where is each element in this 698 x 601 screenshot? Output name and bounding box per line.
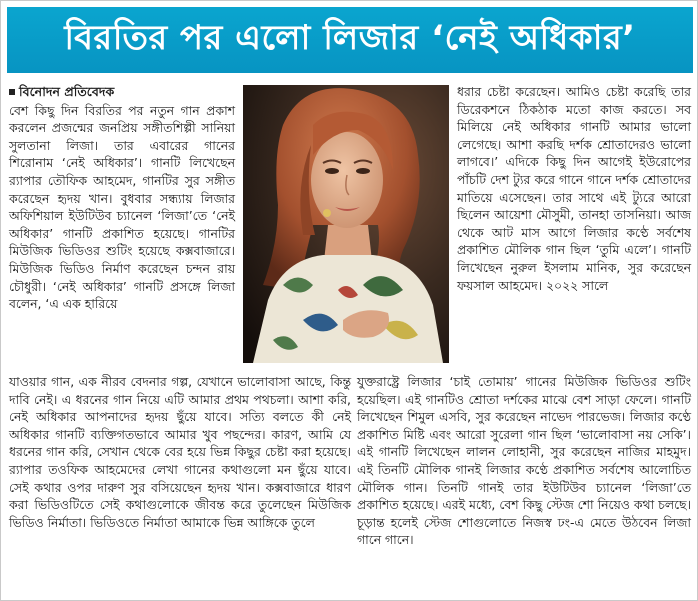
article-paragraph-4: যুক্তরাষ্ট্রে লিজার ‘চাই তোমায়’ গানের মিউজিক ভিডিওর শুটিং হয়েছিল। এই গানটিও শ্রোতা দর্শকের মাঝে বেশ সাড়া ফেলে। গানটি লিখেছেন শিমুল এসবি, সুর করেছেন নাভেদ পারভেজ। লিজার কণ্ঠে প্রকাশিত মিষ্টি এবং আরো সুরেলা গান ছিল ‘ভালোবাসা নয় সেকি’। এই গানটি লিখেছেন লালন লোহানী, সুর করেছেন নাজির মাহমুদ। এই তিনটি মৌলিক গানই লিজার কণ্ঠে প্রকাশিত সর্বশেষ আলোচিত মৌলিক গান। তিনটি গানই তার ইউটিউব চ্যানেল ‘লিজা’তে প্রকাশিত হয়েছে। এরই মধ্যে, বেশ কিছু স্টেজ শো নিয়েও কথা চলছে। চূড়ান্ত হলেই স্টেজ শোগুলোতে নিজস্ব ঢং-এ মেতে উঠবেন লিজা গানে গানে। bbox=[357, 374, 691, 548]
byline-text: বিনোদন প্রতিবেদক bbox=[19, 84, 115, 99]
headline-banner bbox=[7, 7, 693, 73]
byline bbox=[9, 83, 235, 101]
bullet-icon bbox=[9, 89, 15, 95]
article-column-bottom-left bbox=[9, 373, 351, 531]
article-column-left bbox=[9, 83, 235, 313]
article-paragraph-1: বেশ কিছু দিন বিরতির পর নতুন গান প্রকাশ করলেন প্রজন্মের জনপ্রিয় সঙ্গীতশিল্পী সানিয়া সুলতানা লিজা। তার এবারের গানের শিরোনাম ‘নেই অধিকার’। গানটি লিখেছেন র‍্যাপার তৌফিক আহমেদ, গানটির সুর সঙ্গীত করেছেন হৃদয় খান। বুধবার সন্ধ্যায় লিজার অফিশিয়াল ইউটিউব চ্যানেল ‘লিজা’তে ‘নেই অধিকার’ গানটি প্রকাশিত হয়েছে। গানটির মিউজিক ভিডিওর শুটিং হয়েছে কক্সবাজারে। মিউজিক ভিডিও নির্মাণ করেছেন চন্দন রায় চৌধুরী। ‘নেই অধিকার’ গানটি প্রসঙ্গে লিজা বলেন, ‘এ এক হারিয়ে bbox=[9, 102, 235, 312]
article-column-right bbox=[457, 83, 691, 294]
article-column-bottom-right bbox=[357, 373, 691, 549]
article-paragraph-2: ধরার চেষ্টা করেছেন। আমিও চেষ্টা করেছি তার ডিরেকশনে ঠিকঠাক মতো কাজ করতে। সব মিলিয়ে নেই অধিকার গানটি আমার ভালো লেগেছে। আশা করছি দর্শক শ্রোতাদেরও ভালো লাগবে।’ এদিকে কিছু দিন আগেই ইউরোপের পাঁচটি দেশ ট্যুর করে গানে গানে দর্শক শ্রোতাদের মাতিয়ে এসেছেন। তার সাথে এই ট্যুরে আরো ছিলেন আয়েশা মৌসুমী, তানহা তাসনিয়া। আজ থেকে আট মাস আগে লিজার কণ্ঠে সর্বশেষ প্রকাশিত মৌলিক গান ছিল ‘তুমি এলে’। গানটি লিখেছেন নুরুল ইসলাম মানিক, সুর করেছেন ফয়সাল আহমেদ। ২০২২ সালে bbox=[457, 84, 691, 293]
article-photo bbox=[243, 85, 449, 363]
portrait-photo bbox=[243, 85, 449, 363]
article-paragraph-3: যাওয়ার গান, এক নীরব বেদনার গল্প, যেখানে ভালোবাসা আছে, কিন্তু দাবি নেই। এ ধরনের গান নিয়ে এটি আমার প্রথম পথচলা। আশা করি, নেই অধিকার আপনাদের হৃদয় ছুঁয়ে যাবে। সত্যি বলতে কী নেই অধিকার গানটি ব্যক্তিগতভাবে আমার খুব পছন্দের। কারণ, আমি যে ধরনের গান করি, সেখান থেকে বের হয়ে ভিন্ন কিছুর চেষ্টা করা হয়েছে। র‍্যাপার তওফিক আহমেদের লেখা গানের কথাগুলো মন ছুঁয়ে যাবে। সেই কথার ওপর দারুণ সুর বসিয়েছেন হৃদয় খান। কক্সবাজারে ধারণ করা ভিডিওটিতে সেই কথাগুলোকে জীবন্ত করে তুলেছেন মিউজিক ভিডিও নির্মাতা। ভিডিওতে নির্মাতা আমাকে ভিন্ন আঙ্গিকে তুলে bbox=[9, 374, 351, 530]
headline: বিরতির পর এলো লিজার ‘নেই অধিকার’ bbox=[64, 17, 636, 58]
